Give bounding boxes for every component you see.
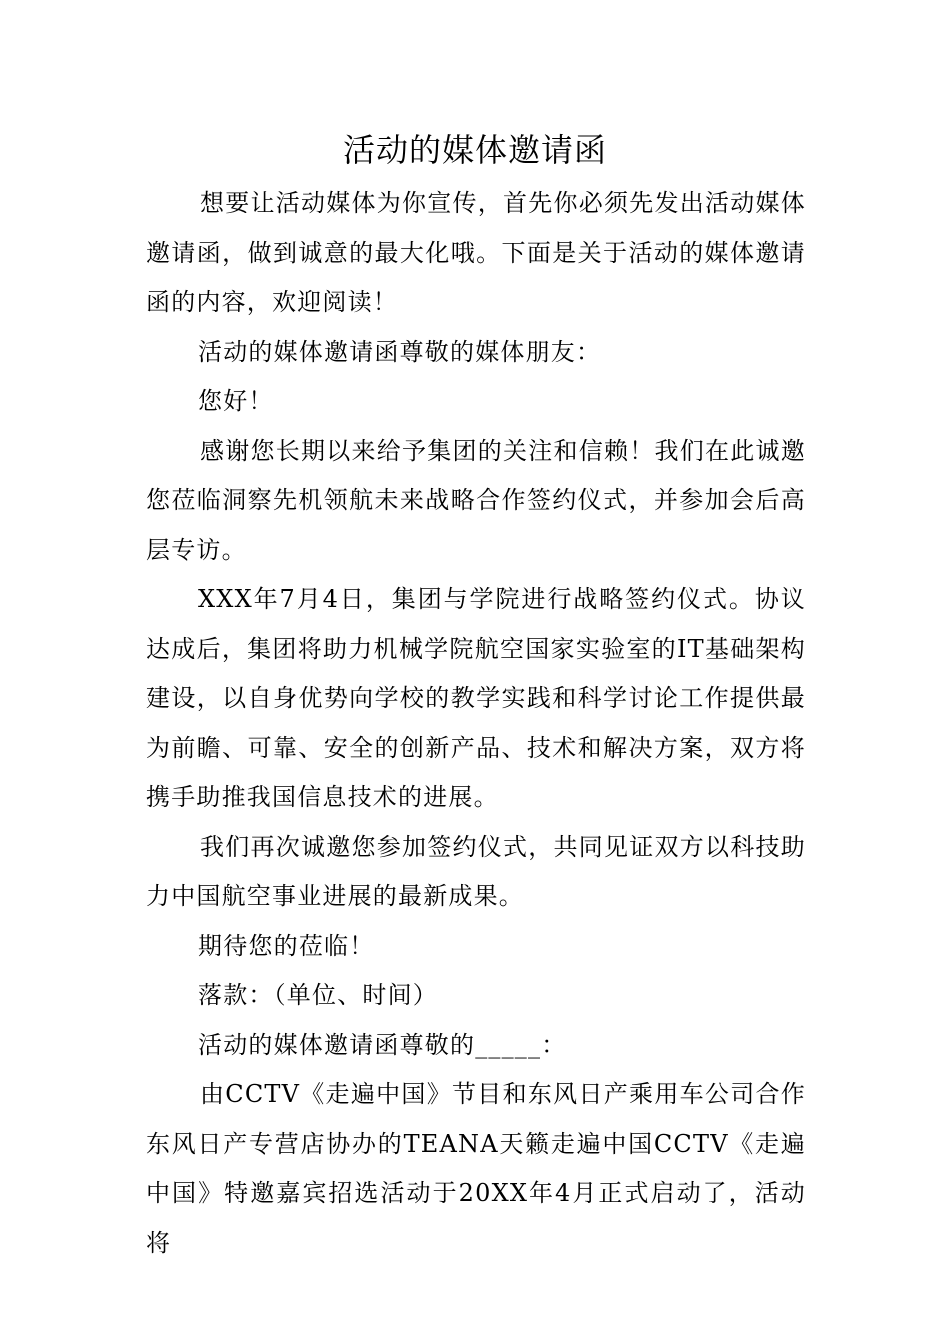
closing-line: 期待您的莅临！ [198,931,375,960]
intro-paragraph: 想要让活动媒体为你宣传，首先你必须先发出活动媒体邀请函，做到诚意的最大化哦。下面是关于活动的媒体邀请函的内容，欢迎阅读！ [146,189,806,316]
reinvitation-paragraph: 我们再次诚邀您参加签约仪式，共同见证双方以科技助力中国航空事业进展的最新成果。 [146,832,806,910]
salutation-heading: 活动的媒体邀请函尊敬的媒体朋友： [198,337,602,366]
document-body [146,179,806,1268]
second-letter-paragraph: 由CCTV《走遍中国》节目和东风日产乘用车公司合作东风日产专营店协办的TEANA天籁走遍中国CCTV《走遍中国》特邀嘉宾招选活动于20XX年4月正式启动了，活动将 [146,1080,806,1257]
signature-line: 落款：（单位、时间） [198,981,438,1009]
second-salutation: 活动的媒体邀请函尊敬的_____： [198,1030,567,1059]
event-details-paragraph: XXX年7月4日，集团与学院进行战略签约仪式。协议达成后，集团将助力机械学院航空国家实验室的IT基础架构建设，以自身优势向学校的教学实践和科学讨论工作提供最为前瞻、可靠、安全的创新产品、技术和解决方案，双方将携手助推我国信息技术的进展。 [146,585,806,811]
greeting: 您好！ [198,387,274,415]
invitation-paragraph: 感谢您长期以来给予集团的关注和信赖！我们在此诚邀您莅临洞察先机领航未来战略合作签约仪式，并参加会后高层专访。 [146,436,806,564]
document-title: 活动的媒体邀请函 [342,131,607,169]
